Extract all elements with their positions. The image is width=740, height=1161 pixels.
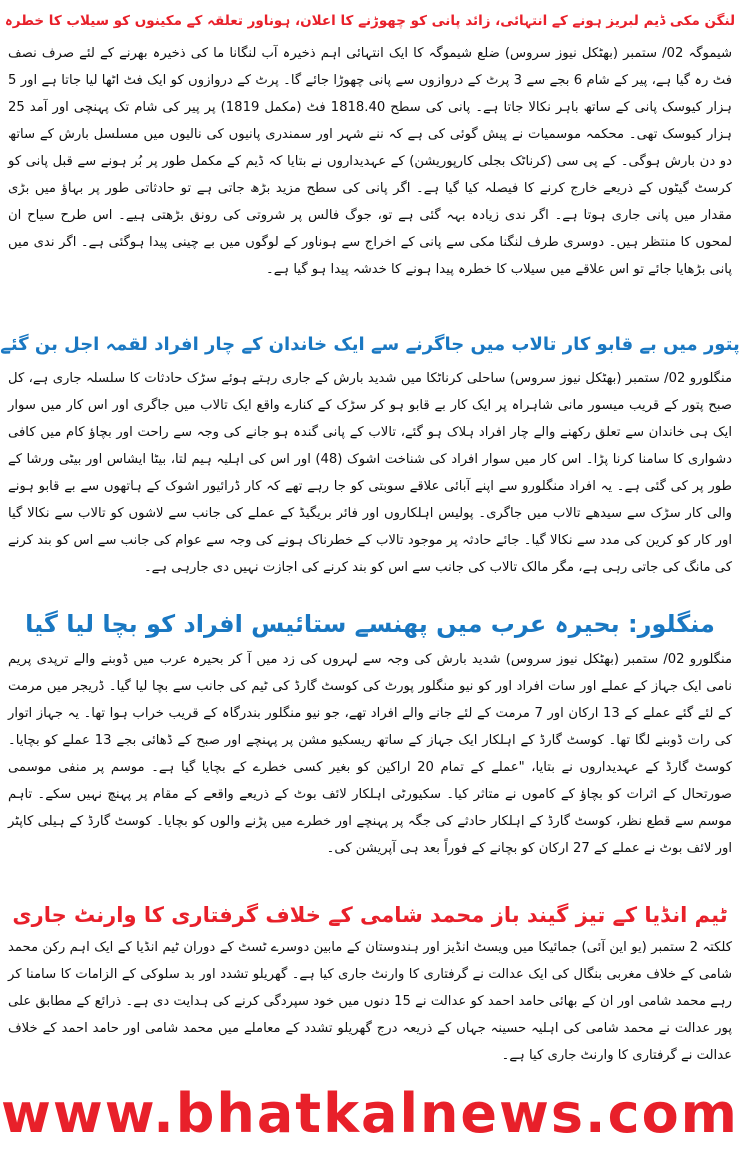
article-headline: ٹیم انڈیا کے تیز گیند باز محمد شامی کے خلاف گرفتاری کا وارنٹ جاری — [12, 903, 728, 927]
article-body: کلکتہ 2 ستمبر (یو این آئی) جمائیکا میں ویسٹ انڈیز اور ہندوستان کے مابین دوسرے ٹسٹ کے دوران ٹیم انڈیا کے ایک اہم رکن محمد شامی کے خلاف مغربی بنگال کی ایک عدالت نے گرفتاری کا وارنٹ جاری کیا ہے۔ گھریلو تشدد اور بد سلوکی کے الزامات کا سامنا کر رہے محمد شامی اور ان کے بھائی حامد احمد کو عدالت نے 15 دنوں میں خود سپردگی کرنے کی ہدایت دی ہے۔ ذرائع کے مطابق علی پور عدالت نے محمد شامی کی اہلیہ حسینہ جہاں کے ذریعہ درج گھریلو تشدد کے معاملے میں محمد شامی اور حامد احمد کے خلاف عدالت نے گرفتاری کا وارنٹ جاری کیا ہے۔ — [8, 940, 732, 1063]
article-shami-warrant — [0, 896, 740, 1070]
article-mangalore-rescue — [0, 602, 740, 904]
article-headline: منگلور: بحیرہ عرب میں پھنسے ستائیس افراد کو بچا لیا گیا — [25, 610, 715, 638]
article-body: منگلورو 02/ ستمبر (بھٹکل نیوز سروس) شدید بارش کی وجہ سے لہروں کی زد میں آ کر بحیرہ عرب میں ڈوبنے والے ترپدی پریم نامی ایک جہاز کے عملے اور سات افراد اور کو نیو منگلور پورٹ کی کوسٹ گارڈ کی ٹیم کی جانب سے بچا لیا گیا۔ ڈریجر میں مرمت کے لئے گئے عملے کے 13 ارکان اور 7 مرمت کے لئے جانے والے افراد تھے، جو نیو منگلور بندرگاہ کے قریب خراب ہوا تھا۔ یہ جہاز اتوار کی رات ڈوبنے لگا تھا۔ کوسٹ گارڈ کے اہلکار ایک جہاز کے ساتھ ریسکیو مشن پر پہنچے اور صبح کے ڈھائی بجے 13 عملے کو بچایا۔ کوسٹ گارڈ کے عہدیداروں نے بتایا، "عملے کے تمام 20 اراکین کو بغیر کسی خطرے کے بچایا گیا ہے۔ موسم پر منفی موسمی صورتحال کے اثرات کو بچاؤ کے کاموں نے متاثر کیا۔ سکیورٹی اہلکار لائف بوٹ کے ذریعے واقعے کے مقام پر پہنچ نہیں سکے۔ تاہم موسم سے قطع نظر، کوسٹ گارڈ کے اہلکار حادثے کی جگہ پر پہنچے اور خطرے میں پڑنے والوں کو بچایا۔ کوسٹ گارڈ کے ہیلی کاپٹر اور لائف بوٹ نے عملے کے 27 ارکان کو بچانے کے فوراً بعد ہی آپریشن کی۔ — [8, 652, 733, 856]
article-body: شیموگہ 02/ ستمبر (بھٹکل نیوز سروس) ضلع شیموگہ کا ایک انتہائی اہم ذخیرہ آب لنگانا ما کی ذخیرہ بھرنے کے لئے صرف نصف فٹ رہ گیا ہے، پیر کے شام 6 بجے سے 3 پرٹ کے دروازوں سے پانی چھوڑا جائے گا۔ پرٹ کے دروازوں کو ایک فٹ اٹھا لیا جاتا ہے اور 5 ہزار کیوسک پانی کے ساتھ باہر نکالا جاتا ہے۔ پانی کی سطح 1818.40 فٹ (مکمل 1819) پر پیر کی شام تک پہنچی اور آمد 25 ہزار کیوسک تھی۔ محکمہ موسمیات نے پیش گوئی کی ہے کہ ننے شہر اور سمندری پانیوں کی نالیوں میں مسلسل بارش کے ساتھ دو دن بارش ہوگی۔ کے پی سی (کرناٹک بجلی کارپوریشن) کے عہدیداروں نے بتایا کہ ڈیم کے مکمل طور پر بُر ہونے سے قبل پانی کو کرسٹ گیٹوں کے ذریعے خارج کرنے کا فیصلہ کیا گیا ہے۔ اگر پانی کی سطح مزید بڑھ جاتی ہے تو حادثاتی طور پر بہاؤ میں بڑی مقدار میں پانی جاری ہوتا ہے۔ اگر ندی زیادہ بہہ گئی ہے تو، جوگ فالس پر شروتی کی رونق بڑھتی ہیے۔ اس طرح سیاح ان لمحوں کا منتظر ہیں۔ دوسری طرف لنگنا مکی سے پانی کے اخراج سے ہوناور کے لوگوں میں بے چینی پیدا ہوگئی ہے۔ اگر ندی میں پانی بڑھایا جائے تو اس علاقے میں سیلاب کا خطرہ پیدا ہونے کا خدشہ پیدا ہو گیا ہے۔ — [8, 46, 733, 277]
site-url-watermark: www.bhatkalnews.com — [1, 1082, 739, 1145]
article-body: منگلورو 02/ ستمبر (بھٹکل نیوز سروس) ساحلی کرناٹکا میں شدید بارش کے جاری رہتے ہوئے سڑک حادثات کا سلسلہ جاری ہے، کل صبح پتور کے قریب میسور مانی شاہراہ پر ایک کار بے قابو ہو کر سڑک کے کنارے واقع ایک تالاب میں جاگری اور اس کار میں سوار ایک ہی خاندان سے تعلق رکھنے والے چار افراد ہلاک ہو گئے، تالاب کے پانی گندہ ہو جانے کی وجہ سے راحت اور بچاؤ کام میں کافی دشواری کا سامنا کرنا پڑا۔ اس کار میں سوار افراد کی شناخت اشوک (48) اور اس کی اہلیہ ہیم لتا، بیٹا ایشاس اور بیٹی ورشا کے طور پر کی گئی ہے۔ یہ افراد منگلورو سے اپنے آبائی علاقے سوبتی کو جا رہے تھے کہ کار ڈرائیور اشوک کے ہاتھوں سے بے قابو ہونے والی کار سڑک سے سیدھے تالاب میں جاگری۔ پولیس اہلکاروں اور فائر بریگیڈ کے عملے کی جانب سے لاشوں کو تالاب سے نکالا گیا اور کار کو کرین کی مدد سے نکالا گیا۔ جائے حادثہ پر موجود تالاب کے خطرناک ہونے کی وجہ سے عوام کی جانب سے اس کو بند کرنے کی مانگ کی جاتی رہی ہے، مگر مالک تالاب کی جانب سے اس کو بند کرنے کی اجازت نہیں دی جارہی ہے۔ — [8, 371, 733, 575]
article-headline: پتور میں بے قابو کار تالاب میں جاگرنے سے ایک خاندان کے چار افراد لقمہ اجل بن گئے — [0, 334, 740, 355]
article-lingana-makki-dam — [0, 2, 740, 322]
article-puttur-car-accident — [0, 325, 740, 617]
article-headline: لنگن مکی ڈیم لبریز ہونے کے انتہائی، زائد پانی کو چھوڑنے کا اعلان، ہوناور تعلقہ کے مکینوں کو سیلاب کا خطرہ — [4, 13, 736, 29]
